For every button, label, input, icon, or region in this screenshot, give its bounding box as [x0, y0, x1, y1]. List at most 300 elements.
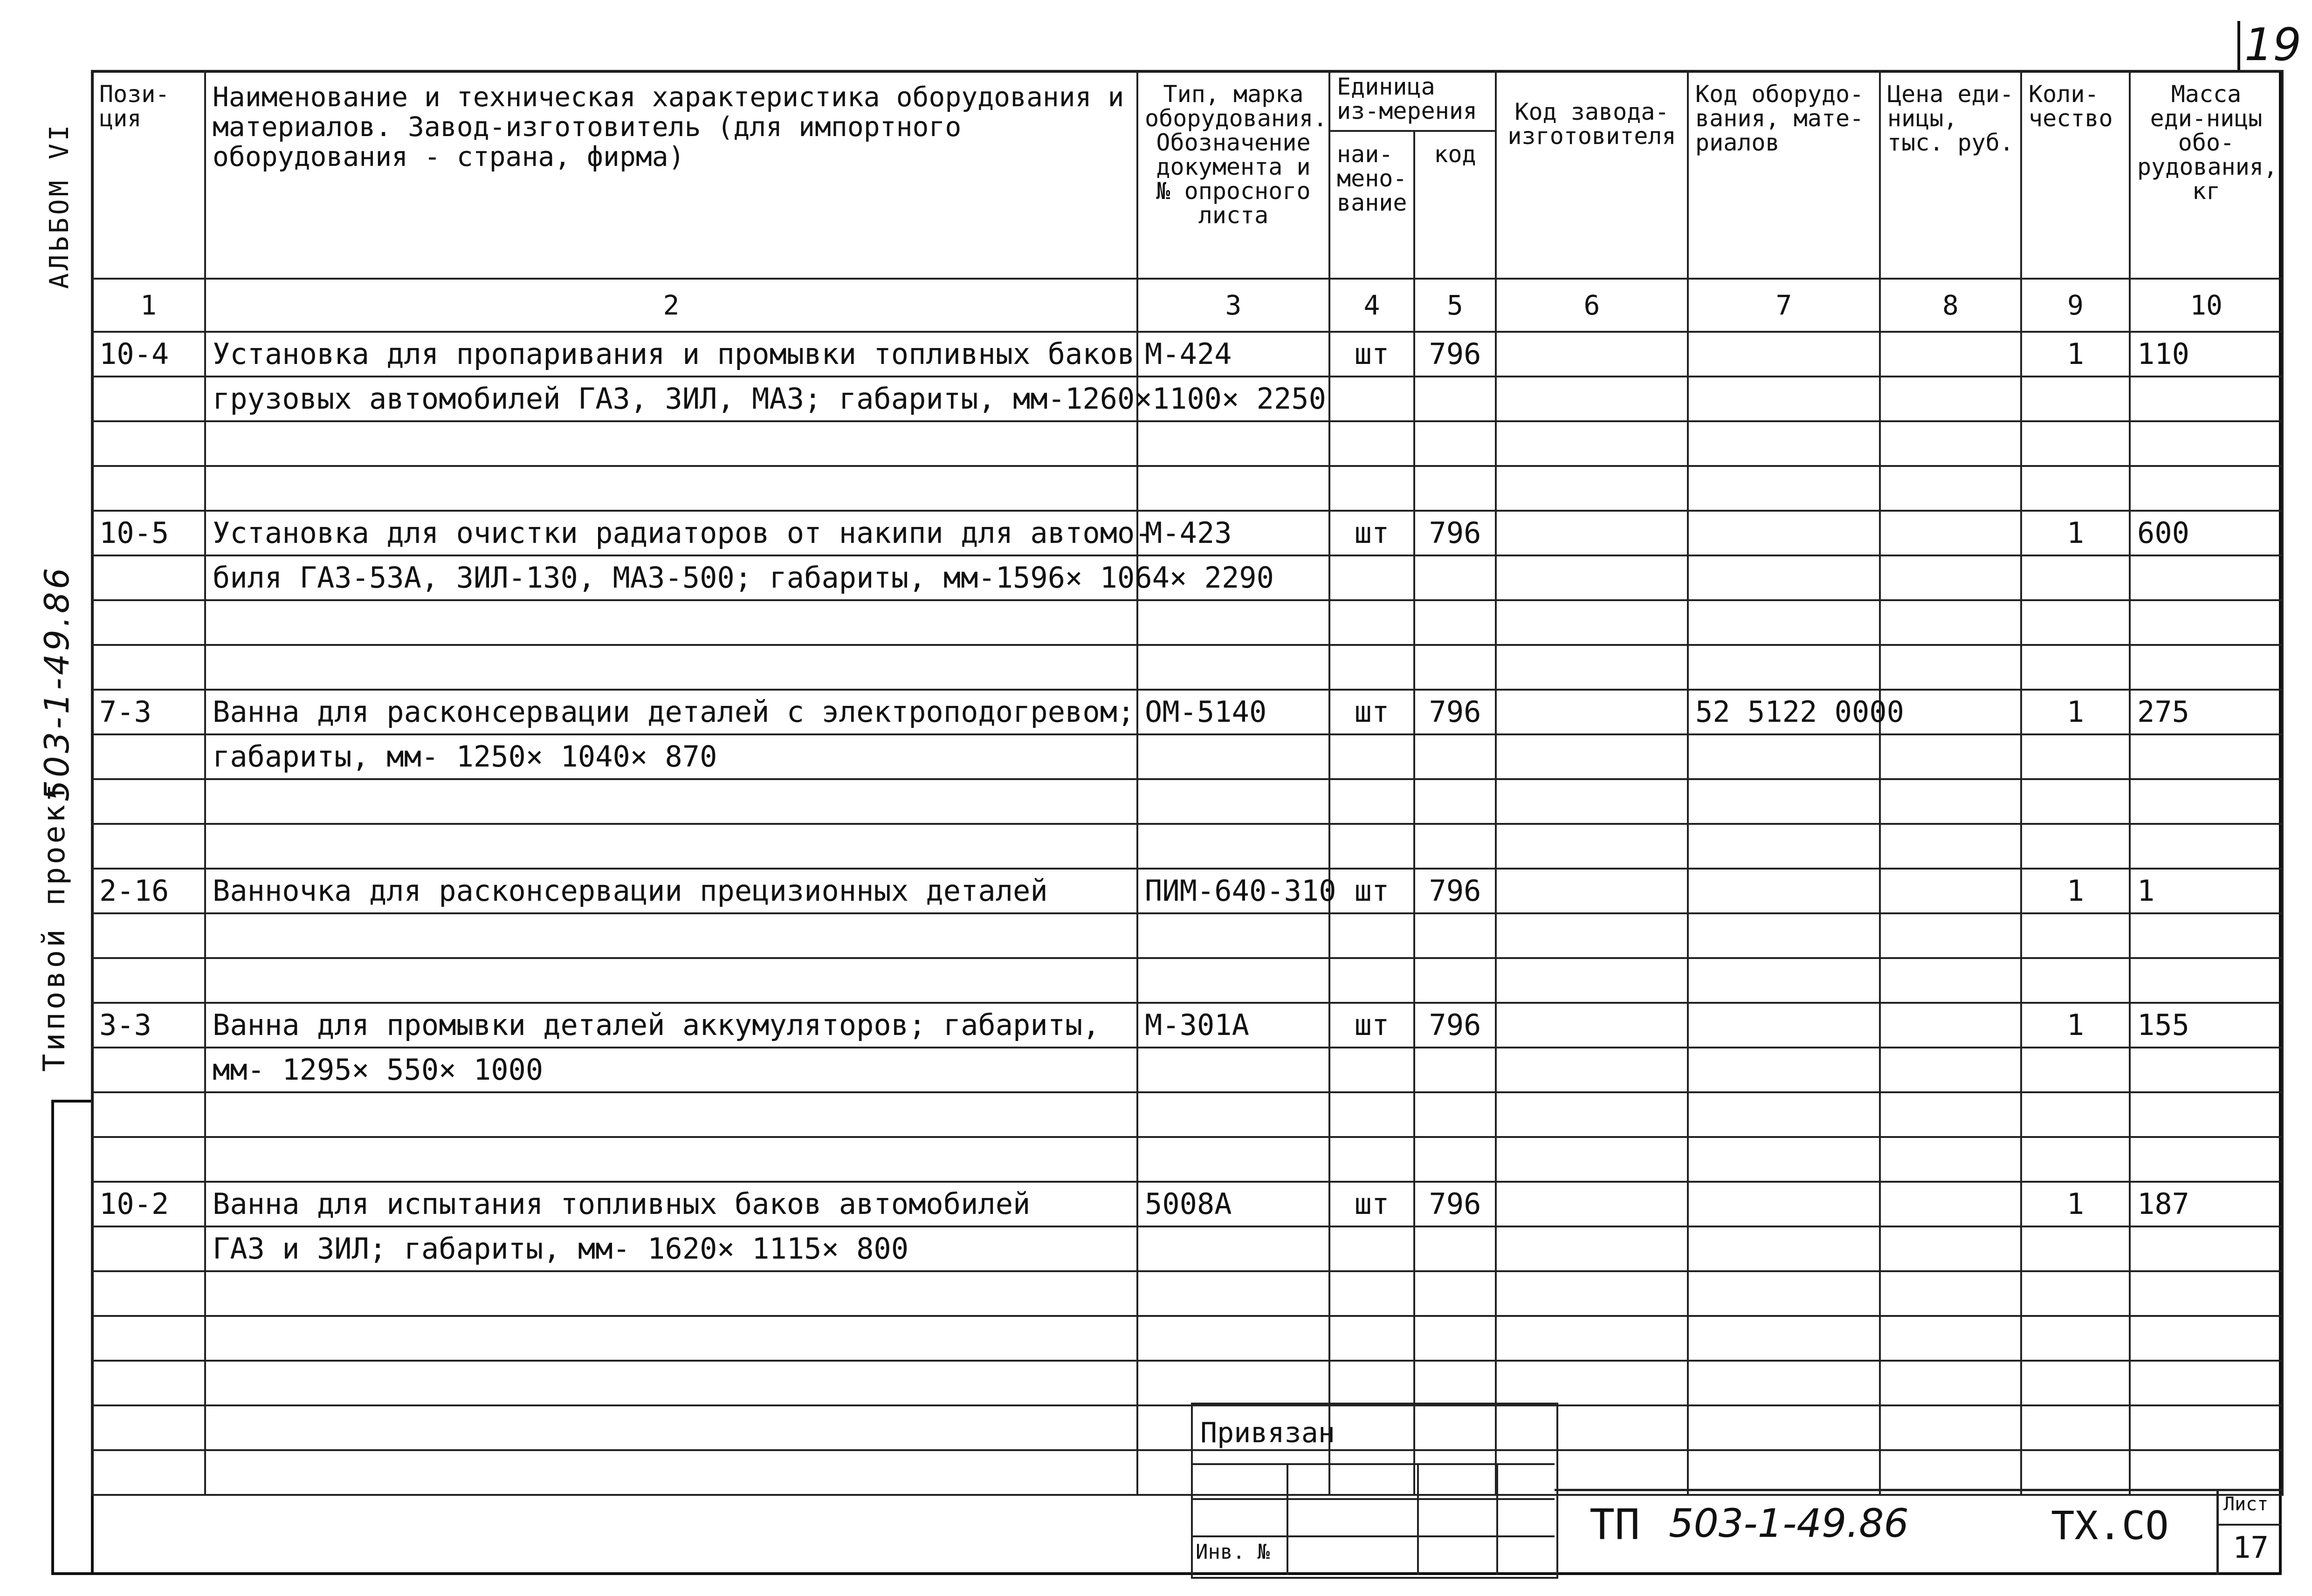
- cell-qty: [2021, 779, 2130, 824]
- cell-pos: 10-5: [92, 511, 205, 555]
- cell-price: [1880, 1182, 2021, 1226]
- cell-unit: [1329, 734, 1414, 779]
- cell-mass: 1: [2130, 869, 2283, 913]
- cell-plant_code: [1496, 377, 1688, 421]
- cell-equip_code: [1688, 958, 1880, 1003]
- cell-code: [1414, 600, 1496, 645]
- cell-unit: [1329, 1271, 1414, 1316]
- cell-plant_code: [1496, 511, 1688, 555]
- cell-name: [205, 779, 1137, 824]
- specification-table: [91, 70, 2284, 1496]
- cell-empty: [2130, 1405, 2283, 1450]
- table-row: [92, 869, 2283, 913]
- cell-plant_code: [1496, 1182, 1688, 1226]
- header-unit-name: наи-мено-вание: [1329, 131, 1414, 279]
- cell-mass: [2130, 779, 2283, 824]
- table-row-continuation: [92, 1316, 2283, 1361]
- cell-equip_code: [1688, 1271, 1880, 1316]
- cell-unit: шт: [1329, 511, 1414, 555]
- stamp-inv-no: Инв. №: [1196, 1540, 1270, 1564]
- cell-unit: шт: [1329, 690, 1414, 734]
- cell-code: 796: [1414, 1003, 1496, 1048]
- cell-empty: [205, 1405, 1137, 1450]
- table-row-continuation: [92, 1137, 2283, 1182]
- header-position: Пози-ция: [92, 71, 205, 279]
- table-row-continuation: [92, 645, 2283, 690]
- colnum-3: 3: [1137, 279, 1329, 332]
- cell-type: [1137, 824, 1329, 869]
- table-row: [92, 332, 2283, 377]
- cell-plant_code: [1496, 869, 1688, 913]
- page-number-mark: [2237, 21, 2240, 70]
- cell-pos: 3-3: [92, 1003, 205, 1048]
- cell-qty: 1: [2021, 332, 2130, 377]
- cell-unit: [1329, 1092, 1414, 1137]
- stamp-sheet-divider: [2216, 1524, 2282, 1526]
- cell-equip_code: [1688, 377, 1880, 421]
- colnum-2: 2: [205, 279, 1137, 332]
- cell-code: [1414, 1137, 1496, 1182]
- cell-pos: [92, 824, 205, 869]
- cell-plant_code: [1496, 779, 1688, 824]
- colnum-6: 6: [1496, 279, 1688, 332]
- cell-plant_code: [1496, 1361, 1688, 1405]
- cell-code: [1414, 377, 1496, 421]
- side-album: АЛЬБОМ VI: [44, 122, 75, 289]
- cell-mass: [2130, 734, 2283, 779]
- cell-name: [205, 1092, 1137, 1137]
- stamp-sheet-label: Лист: [2223, 1493, 2269, 1515]
- cell-qty: [2021, 824, 2130, 869]
- cell-empty: [1880, 1405, 2021, 1450]
- cell-name: [205, 824, 1137, 869]
- cell-equip_code: [1688, 824, 1880, 869]
- cell-qty: [2021, 1226, 2130, 1271]
- cell-plant_code: [1496, 1226, 1688, 1271]
- cell-name: Установка для очистки радиаторов от накипи для автомо-: [205, 511, 1137, 555]
- cell-equip_code: [1688, 779, 1880, 824]
- cell-mass: [2130, 1226, 2283, 1271]
- cell-pos: [92, 1092, 205, 1137]
- header-plant-code: Код завода-изготовителя: [1496, 71, 1688, 279]
- table-row-empty: [92, 1405, 2283, 1450]
- cell-price: [1880, 421, 2021, 466]
- cell-qty: 1: [2021, 690, 2130, 734]
- side-project: Типовой проект: [37, 781, 72, 1072]
- cell-equip_code: 52 5122 0000: [1688, 690, 1880, 734]
- cell-mass: [2130, 421, 2283, 466]
- table-row-continuation: [92, 779, 2283, 824]
- stamp-line-2: [1191, 1498, 1555, 1500]
- cell-type: ПИМ-640-310: [1137, 869, 1329, 913]
- table-row: [92, 1003, 2283, 1048]
- cell-empty: [1688, 1450, 1880, 1495]
- cell-pos: [92, 377, 205, 421]
- cell-pos: 10-2: [92, 1182, 205, 1226]
- cell-unit: [1329, 421, 1414, 466]
- cell-mass: [2130, 555, 2283, 600]
- cell-mass: 110: [2130, 332, 2283, 377]
- cell-equip_code: [1688, 1316, 1880, 1361]
- cell-empty: [92, 1450, 205, 1495]
- table-row-continuation: [92, 1361, 2283, 1405]
- table-row-continuation: [92, 824, 2283, 869]
- table-row-empty: [92, 1450, 2283, 1495]
- page-number: 19: [2244, 19, 2302, 71]
- cell-empty: [2021, 1405, 2130, 1450]
- cell-qty: 1: [2021, 511, 2130, 555]
- header-unit-code: код: [1414, 131, 1496, 279]
- cell-plant_code: [1496, 1003, 1688, 1048]
- table-row: [92, 511, 2283, 555]
- cell-name: [205, 466, 1137, 511]
- cell-code: [1414, 1271, 1496, 1316]
- cell-price: [1880, 1271, 2021, 1316]
- cell-price: [1880, 869, 2021, 913]
- header-price: Цена еди-ницы, тыс. руб.: [1880, 71, 2021, 279]
- cell-name: [205, 1137, 1137, 1182]
- cell-name: [205, 1316, 1137, 1361]
- header-mass: Масса еди-ницы обо-рудования, кг: [2130, 71, 2283, 279]
- cell-type: [1137, 1271, 1329, 1316]
- cell-pos: [92, 466, 205, 511]
- cell-qty: [2021, 377, 2130, 421]
- cell-empty: [2021, 1450, 2130, 1495]
- cell-pos: [92, 600, 205, 645]
- cell-code: 796: [1414, 511, 1496, 555]
- cell-type: [1137, 600, 1329, 645]
- cell-mass: [2130, 1271, 2283, 1316]
- stamp-sheet-number: 17: [2233, 1531, 2269, 1565]
- cell-plant_code: [1496, 913, 1688, 958]
- cell-plant_code: [1496, 1092, 1688, 1137]
- cell-qty: [2021, 1137, 2130, 1182]
- colnum-8: 8: [1880, 279, 2021, 332]
- cell-price: [1880, 332, 2021, 377]
- cell-name: биля ГАЗ-53А, ЗИЛ-130, МАЗ-500; габариты, мм-1596× 1064× 2290: [205, 555, 1137, 600]
- cell-equip_code: [1688, 1048, 1880, 1092]
- cell-type: М-423: [1137, 511, 1329, 555]
- cell-pos: [92, 734, 205, 779]
- cell-name: Установка для пропаривания и промывки топливных баков: [205, 332, 1137, 377]
- cell-qty: [2021, 1316, 2130, 1361]
- cell-unit: [1329, 913, 1414, 958]
- cell-price: [1880, 555, 2021, 600]
- stamp-vline-3: [1496, 1463, 1498, 1575]
- cell-name: [205, 1361, 1137, 1405]
- cell-price: [1880, 958, 2021, 1003]
- cell-equip_code: [1688, 645, 1880, 690]
- cell-price: [1880, 1048, 2021, 1092]
- cell-plant_code: [1496, 1137, 1688, 1182]
- cell-mass: 155: [2130, 1003, 2283, 1048]
- cell-pos: [92, 1137, 205, 1182]
- cell-mass: 600: [2130, 511, 2283, 555]
- column-number-row: [92, 279, 2283, 332]
- cell-unit: шт: [1329, 332, 1414, 377]
- cell-plant_code: [1496, 1271, 1688, 1316]
- cell-empty: [92, 1405, 205, 1450]
- cell-unit: [1329, 1361, 1414, 1405]
- cell-unit: [1329, 1048, 1414, 1092]
- cell-price: [1880, 1092, 2021, 1137]
- cell-pos: 2-16: [92, 869, 205, 913]
- cell-name: Ванна для промывки деталей аккумуляторов; габариты,: [205, 1003, 1137, 1048]
- table-row-continuation: [92, 913, 2283, 958]
- side-binding-strip: [51, 1100, 93, 1575]
- cell-qty: 1: [2021, 1182, 2130, 1226]
- cell-unit: шт: [1329, 1003, 1414, 1048]
- cell-type: ОМ-5140: [1137, 690, 1329, 734]
- cell-type: [1137, 1316, 1329, 1361]
- cell-price: [1880, 1316, 2021, 1361]
- cell-plant_code: [1496, 332, 1688, 377]
- table-row-continuation: [92, 1092, 2283, 1137]
- stamp-vline-1: [1287, 1463, 1288, 1575]
- cell-unit: [1329, 466, 1414, 511]
- cell-name: габариты, мм- 1250× 1040× 870: [205, 734, 1137, 779]
- table-row-continuation: [92, 734, 2283, 779]
- cell-plant_code: [1496, 958, 1688, 1003]
- cell-pos: [92, 645, 205, 690]
- cell-code: [1414, 1092, 1496, 1137]
- header-name: Наименование и техническая характеристика оборудования и материалов. Завод-изготовитель (для импортного оборудования - страна, фирма): [205, 71, 1137, 279]
- cell-type: [1137, 958, 1329, 1003]
- cell-qty: [2021, 1361, 2130, 1405]
- table-row-continuation: [92, 600, 2283, 645]
- cell-type: [1137, 466, 1329, 511]
- table-row-continuation: [92, 1226, 2283, 1271]
- table-row-continuation: [92, 421, 2283, 466]
- cell-type: [1137, 645, 1329, 690]
- colnum-9: 9: [2021, 279, 2130, 332]
- header-row: [92, 71, 2283, 131]
- cell-mass: [2130, 1316, 2283, 1361]
- stamp-doc-number: 503-1-49.86: [1669, 1500, 1909, 1546]
- header-unit: Единица из-мерения: [1329, 71, 1496, 131]
- stamp-doc-prefix: ТП: [1590, 1500, 1640, 1549]
- cell-price: [1880, 1226, 2021, 1271]
- cell-code: [1414, 913, 1496, 958]
- colnum-4: 4: [1329, 279, 1414, 332]
- cell-mass: 187: [2130, 1182, 2283, 1226]
- cell-name: [205, 1271, 1137, 1316]
- cell-plant_code: [1496, 600, 1688, 645]
- cell-name: Ванна для расконсервации деталей с электроподогревом;: [205, 690, 1137, 734]
- cell-price: [1880, 913, 2021, 958]
- cell-price: [1880, 1137, 2021, 1182]
- cell-equip_code: [1688, 1361, 1880, 1405]
- cell-code: [1414, 1226, 1496, 1271]
- cell-pos: [92, 913, 205, 958]
- cell-plant_code: [1496, 824, 1688, 869]
- cell-equip_code: [1688, 1137, 1880, 1182]
- cell-empty: [1688, 1405, 1880, 1450]
- cell-equip_code: [1688, 555, 1880, 600]
- cell-plant_code: [1496, 1316, 1688, 1361]
- cell-pos: [92, 1226, 205, 1271]
- cell-code: [1414, 1048, 1496, 1092]
- cell-code: 796: [1414, 332, 1496, 377]
- cell-unit: [1329, 600, 1414, 645]
- cell-price: [1880, 824, 2021, 869]
- cell-unit: [1329, 1137, 1414, 1182]
- cell-pos: [92, 1271, 205, 1316]
- cell-pos: 10-4: [92, 332, 205, 377]
- stamp-main-line: [1555, 1489, 2282, 1491]
- cell-plant_code: [1496, 466, 1688, 511]
- cell-qty: 1: [2021, 869, 2130, 913]
- cell-qty: [2021, 555, 2130, 600]
- cell-code: [1414, 958, 1496, 1003]
- cell-code: [1414, 421, 1496, 466]
- item-rows: [92, 332, 2283, 1495]
- cell-plant_code: [1496, 421, 1688, 466]
- cell-price: [1880, 734, 2021, 779]
- cell-name: Ванна для испытания топливных баков автомобилей: [205, 1182, 1137, 1226]
- cell-type: [1137, 779, 1329, 824]
- cell-qty: [2021, 645, 2130, 690]
- header-type: Тип, марка оборудования. Обозначение документа и № опросного листа: [1137, 71, 1329, 279]
- cell-name: [205, 600, 1137, 645]
- colnum-1: 1: [92, 279, 205, 332]
- cell-equip_code: [1688, 421, 1880, 466]
- cell-mass: [2130, 377, 2283, 421]
- side-project-number: 503-1-49.86: [37, 565, 76, 801]
- cell-price: [1880, 645, 2021, 690]
- cell-code: [1414, 466, 1496, 511]
- cell-type: М-424: [1137, 332, 1329, 377]
- header-quantity: Коли-чество: [2021, 71, 2130, 279]
- cell-empty: [205, 1450, 1137, 1495]
- cell-pos: [92, 1361, 205, 1405]
- cell-pos: [92, 958, 205, 1003]
- cell-empty: [1880, 1450, 2021, 1495]
- cell-mass: [2130, 1137, 2283, 1182]
- cell-name: [205, 645, 1137, 690]
- cell-mass: [2130, 1048, 2283, 1092]
- table-row-continuation: [92, 466, 2283, 511]
- cell-name: ГАЗ и ЗИЛ; габариты, мм- 1620× 1115× 800: [205, 1226, 1137, 1271]
- cell-mass: [2130, 824, 2283, 869]
- cell-mass: [2130, 600, 2283, 645]
- cell-mass: [2130, 645, 2283, 690]
- cell-type: [1137, 1048, 1329, 1092]
- table-row-continuation: [92, 377, 2283, 421]
- cell-type: [1137, 1137, 1329, 1182]
- cell-code: [1414, 555, 1496, 600]
- cell-equip_code: [1688, 913, 1880, 958]
- cell-qty: [2021, 600, 2130, 645]
- cell-code: [1414, 824, 1496, 869]
- cell-pos: 7-3: [92, 690, 205, 734]
- table-row-continuation: [92, 1048, 2283, 1092]
- cell-mass: [2130, 466, 2283, 511]
- cell-qty: [2021, 913, 2130, 958]
- cell-type: [1137, 1092, 1329, 1137]
- cell-type: [1137, 913, 1329, 958]
- colnum-5: 5: [1414, 279, 1496, 332]
- table-row-continuation: [92, 958, 2283, 1003]
- table-row-continuation: [92, 555, 2283, 600]
- cell-type: [1137, 1226, 1329, 1271]
- cell-price: [1880, 1003, 2021, 1048]
- cell-unit: [1329, 1226, 1414, 1271]
- cell-unit: [1329, 824, 1414, 869]
- cell-equip_code: [1688, 511, 1880, 555]
- cell-equip_code: [1688, 1226, 1880, 1271]
- cell-price: [1880, 1361, 2021, 1405]
- cell-unit: [1329, 958, 1414, 1003]
- cell-qty: [2021, 421, 2130, 466]
- cell-equip_code: [1688, 1182, 1880, 1226]
- cell-plant_code: [1496, 690, 1688, 734]
- cell-code: 796: [1414, 1182, 1496, 1226]
- stamp-line-1: [1191, 1463, 1555, 1465]
- cell-pos: [92, 779, 205, 824]
- cell-pos: [92, 1048, 205, 1092]
- cell-qty: [2021, 734, 2130, 779]
- table-row: [92, 690, 2283, 734]
- cell-price: [1880, 511, 2021, 555]
- cell-type: 5008А: [1137, 1182, 1329, 1226]
- cell-qty: [2021, 466, 2130, 511]
- cell-price: [1880, 600, 2021, 645]
- cell-code: [1414, 1361, 1496, 1405]
- stamp-section: ТХ.СО: [2051, 1503, 2169, 1548]
- cell-pos: [92, 421, 205, 466]
- cell-unit: [1329, 779, 1414, 824]
- cell-price: [1880, 779, 2021, 824]
- cell-name: [205, 913, 1137, 958]
- cell-plant_code: [1496, 1048, 1688, 1092]
- cell-qty: [2021, 1048, 2130, 1092]
- colnum-10: 10: [2130, 279, 2283, 332]
- cell-code: [1414, 1316, 1496, 1361]
- cell-equip_code: [1688, 332, 1880, 377]
- cell-mass: [2130, 913, 2283, 958]
- cell-unit: шт: [1329, 869, 1414, 913]
- cell-type: [1137, 1361, 1329, 1405]
- cell-mass: [2130, 958, 2283, 1003]
- cell-code: [1414, 779, 1496, 824]
- cell-plant_code: [1496, 645, 1688, 690]
- cell-pos: [92, 555, 205, 600]
- header-equipment-code: Код оборудо-вания, мате-риалов: [1688, 71, 1880, 279]
- cell-qty: [2021, 1092, 2130, 1137]
- cell-equip_code: [1688, 734, 1880, 779]
- stamp-vline-2: [1417, 1463, 1419, 1575]
- cell-equip_code: [1688, 869, 1880, 913]
- cell-mass: [2130, 1361, 2283, 1405]
- cell-code: 796: [1414, 690, 1496, 734]
- cell-empty: [2130, 1450, 2283, 1495]
- cell-type: М-301А: [1137, 1003, 1329, 1048]
- cell-price: [1880, 466, 2021, 511]
- cell-code: [1414, 645, 1496, 690]
- table-row-continuation: [92, 1271, 2283, 1316]
- cell-mass: [2130, 1092, 2283, 1137]
- cell-plant_code: [1496, 734, 1688, 779]
- table-row: [92, 1182, 2283, 1226]
- cell-equip_code: [1688, 1092, 1880, 1137]
- cell-price: [1880, 377, 2021, 421]
- cell-equip_code: [1688, 466, 1880, 511]
- cell-type: [1137, 421, 1329, 466]
- cell-name: Ванночка для расконсервации прецизионных деталей: [205, 869, 1137, 913]
- cell-unit: [1329, 555, 1414, 600]
- stamp-privyazan: Привязан: [1200, 1417, 1335, 1449]
